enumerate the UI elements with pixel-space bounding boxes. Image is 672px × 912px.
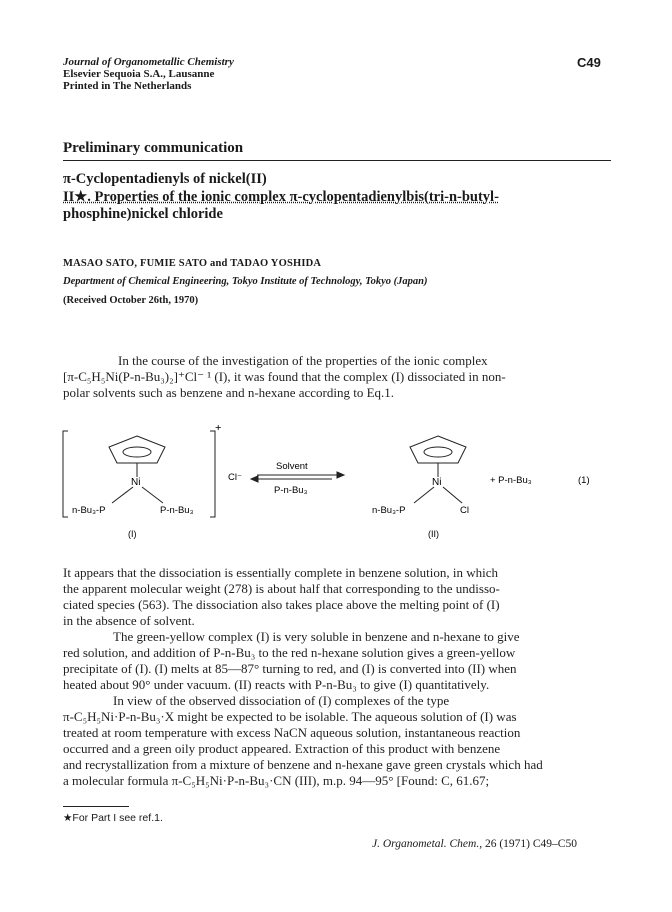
chloride-ion: Cl⁻ [228, 472, 242, 483]
arrow-bottom-label: P-n-Bu₃ [274, 485, 308, 496]
body-text [63, 565, 618, 789]
body-line: The green-yellow complex (I) is very soluble in benzene and n-hexane to give [113, 629, 520, 644]
title-line-1: π-Cyclopentadienyls of nickel(II) [63, 171, 267, 187]
body-line: ciated species (563). The dissociation also takes place above the melting point of (I) [63, 597, 500, 612]
citation-details: 26 (1971) C49–C50 [482, 838, 577, 850]
body-line: and recrystallization from a mixture of benzene and n-hexane gave green crystals which had [63, 757, 543, 772]
body-line: in the absence of solvent. [63, 613, 195, 628]
body-line: It appears that the dissociation is essentially complete in benzene solution, in which [63, 565, 499, 580]
cation-charge: + [215, 425, 222, 434]
body-line: In view of the observed dissociation of (I) complexes of the type [113, 693, 450, 708]
compound-label-1: (I) [128, 529, 137, 539]
cp-ring-2 [410, 436, 466, 503]
body-line: precipitate of (I). (I) melts at 85—87° turning to red, and (I) is converted into (II) when [63, 661, 517, 676]
body-line: red solution, and addition of P-n-Bu₃ to the red n-hexane solution gives a green-yellow [63, 645, 516, 660]
arrow-top-label: Solvent [276, 461, 308, 472]
footnote-rule [63, 806, 129, 807]
journal-citation [372, 838, 577, 850]
right-bracket [210, 431, 215, 517]
intro-line: [π-C₅H₅Ni(P-n-Bu₃)₂]⁺Cl⁻ ¹ (I), it was found that the complex (I) dissociated in non- [63, 369, 506, 384]
plus-phosphine-term: + P-n-Bu₃ [490, 475, 532, 486]
left-phosphine-label: n-Bu₃-P [72, 505, 106, 516]
publisher-line: Elsevier Sequoia S.A., Lausanne [63, 68, 215, 80]
intro-line: polar solvents such as benzene and n-hexane according to Eq.1. [63, 385, 395, 400]
body-line: a molecular formula π-C₅H₅Ni·P-n-Bu₃·CN (III), m.p. 94—95° [Found: C, 61.67; [63, 773, 490, 788]
intro-paragraph [63, 353, 618, 401]
right-phosphine-label: P-n-Bu₃ [160, 505, 194, 516]
section-label: Preliminary communication [63, 140, 244, 156]
authors: MASAO SATO, FUMIE SATO and TADAO YOSHIDA [63, 258, 322, 269]
body-line: the apparent molecular weight (278) is about half that corresponding to the undisso- [63, 581, 500, 596]
citation-journal: J. Organometal. Chem., [372, 838, 483, 850]
left-bracket [63, 431, 68, 517]
section-rule [63, 160, 611, 161]
nickel-label-2: Ni [432, 477, 442, 488]
journal-header [63, 56, 234, 92]
footnote: ★For Part I see ref.1. [63, 812, 163, 824]
title-line-2: II★. Properties of the ionic complex π-cyclopentadienylbis(tri-n-butyl- [63, 188, 499, 205]
title-line-3: phosphine)nickel chloride [63, 206, 223, 222]
affiliation: Department of Chemical Engineering, Tokyo Institute of Technology, Tokyo (Japan) [63, 276, 428, 287]
body-line: heated about 90° under vacuum. (II) reacts with P-n-Bu₃ to give (I) quantitatively. [63, 677, 490, 692]
product-chloride-label: Cl [460, 505, 469, 516]
journal-name: Journal of Organometallic Chemistry [63, 56, 234, 68]
cp-ring-1 [109, 436, 165, 503]
product-phosphine-label: n-Bu₃-P [372, 505, 406, 516]
compound-label-2: (II) [428, 529, 439, 539]
equilibrium-arrows [251, 472, 344, 482]
nickel-label-1: Ni [131, 477, 141, 488]
body-line: π-C₅H₅Ni·P-n-Bu₃·X might be expected to be isolable. The aqueous solution of (I) was [63, 709, 517, 724]
received-date: (Received October 26th, 1970) [63, 295, 199, 306]
body-line: treated at room temperature with excess NaCN aqueous solution, instantaneous reaction [63, 725, 521, 740]
printed-line: Printed in The Netherlands [63, 80, 192, 92]
reaction-scheme [60, 425, 620, 550]
equation-number: (1) [578, 475, 590, 486]
body-line: occurred and a green oily product appeared. Extraction of this product with benzene [63, 741, 501, 756]
page-number: C49 [577, 55, 601, 70]
article-title [63, 171, 623, 224]
intro-line: In the course of the investigation of the properties of the ionic complex [118, 353, 488, 368]
